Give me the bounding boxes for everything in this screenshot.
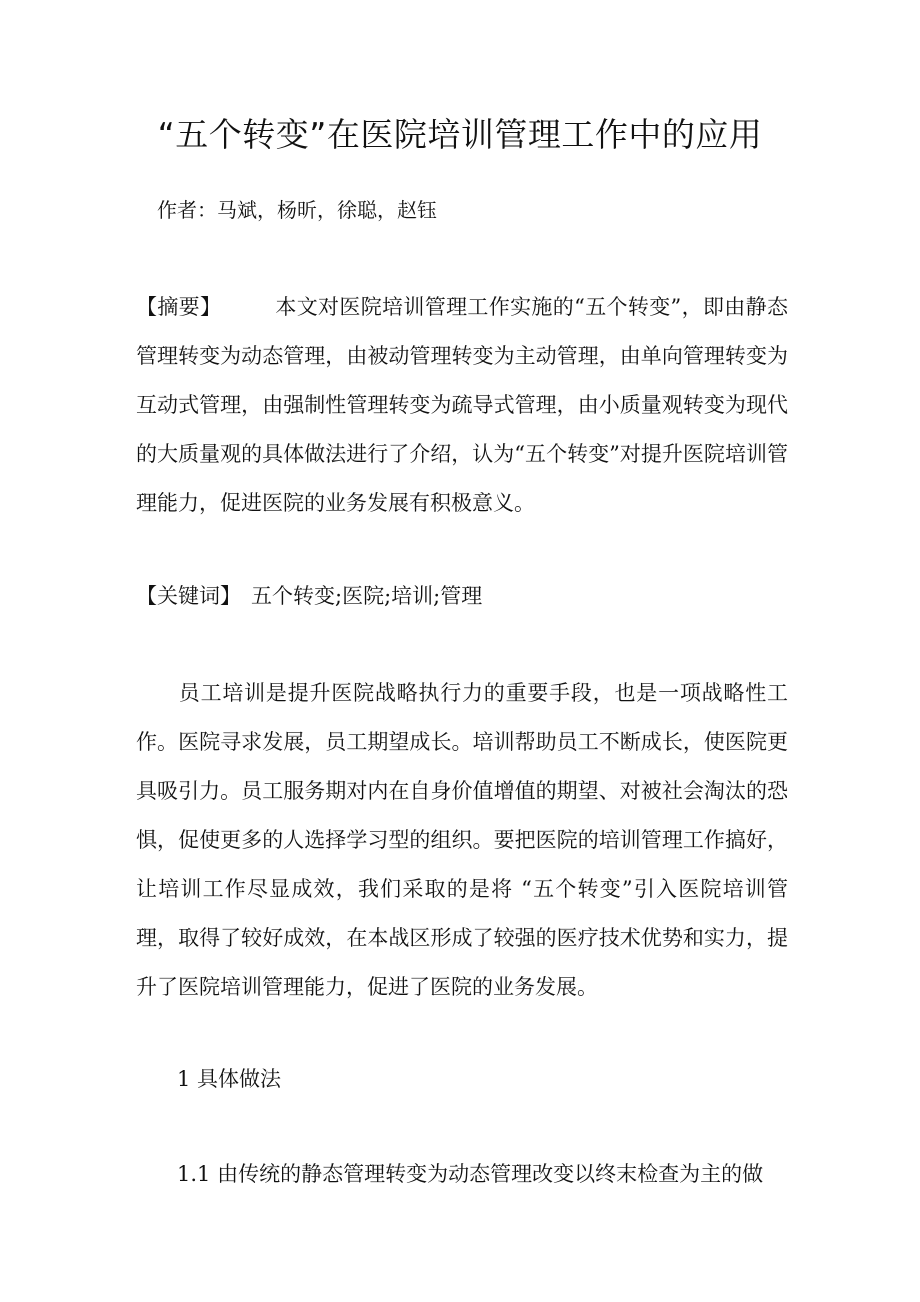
document-title: “五个转变”在医院培训管理工作中的应用 [157, 115, 763, 154]
abstract-label: 【摘要】 [136, 295, 222, 319]
keywords-text: 五个转变;医院;培训;管理 [251, 584, 483, 608]
abstract-text: 本文对医院培训管理工作实施的“五个转变”，即由静态管理转变为动态管理，由被动管理转变为主动管理，由单向管理转变为互动式管理，由强制性管理转变为疏导式管理，由小质量观转变为现代的大质量观的具体做法进行了介绍，认为“五个转变”对提升医院培训管理能力，促进医院的业务发展有积极意义。 [136, 295, 788, 515]
author-line: 作者：马斌，杨昕，徐聪，赵钰 [157, 198, 437, 222]
intro-paragraph [136, 669, 788, 1012]
intro-paragraph-text: 员工培训是提升医院战略执行力的重要手段，也是一项战略性工作。医院寻求发展，员工期望成长。培训帮助员工不断成长，使医院更具吸引力。员工服务期对内在自身价值增值的期望、对被社会淘汰的恐惧，促使更多的人选择学习型的组织。要把医院的培训管理工作搞好，让培训工作尽显成效，我们采取的是将 “五个转变”引入医院培训管理，取得了较好成效，在本战区形成了较强的医疗技术优势和实力，提升了医院培训管理能力，促进了医院的业务发展。 [136, 681, 788, 999]
subsection-heading: 1.1 由传统的静态管理转变为动态管理改变以终末检查为主的做 [177, 1162, 764, 1186]
keywords-label: 【关键词】 [136, 584, 241, 608]
section-heading: 1 具体做法 [177, 1067, 282, 1091]
abstract-paragraph [136, 283, 788, 528]
keywords-line [136, 572, 788, 621]
